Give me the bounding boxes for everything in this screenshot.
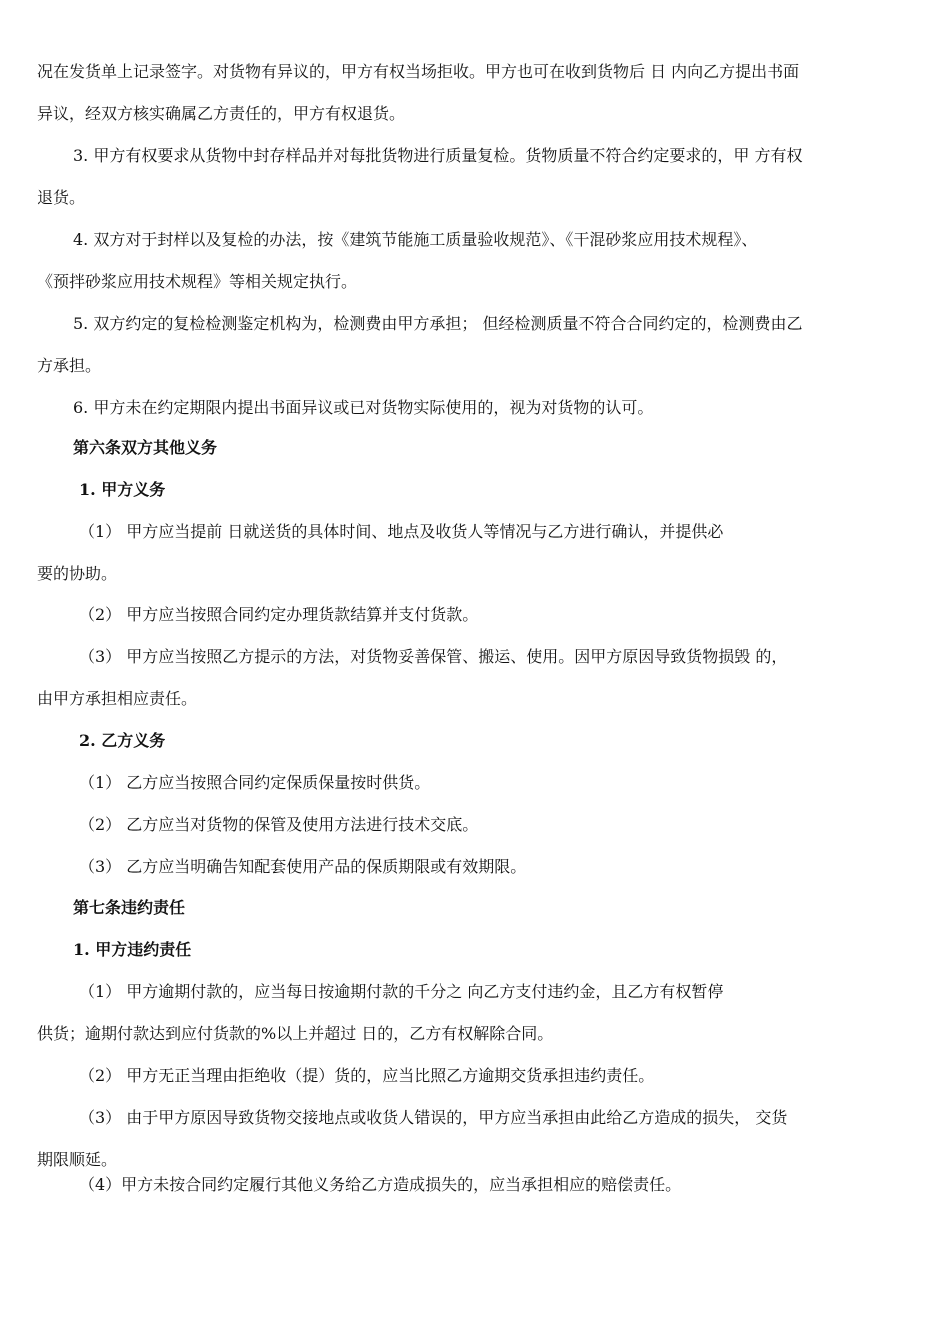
body-text-line: 要的协助。 — [37, 564, 118, 583]
list-item: （3） 甲方应当按照乙方提示的方法，对货物妥善保管、搬运、使用。因甲方原因导致货物损毁 的， — [79, 647, 788, 666]
body-text-line: 《预拌砂浆应用技术规程》等相关规定执行。 — [37, 272, 358, 291]
list-item: （2） 甲方无正当理由拒绝收（提）货的，应当比照乙方逾期交货承担违约责任。 — [79, 1066, 655, 1085]
list-item: （3） 由于甲方原因导致货物交接地点或收货人错误的，甲方应当承担由此给乙方造成的损失， 交货 — [79, 1108, 788, 1127]
body-text-line: 异议，经双方核实确属乙方责任的，甲方有权退货。 — [37, 104, 406, 123]
body-text-line: 方承担。 — [37, 356, 102, 375]
list-item: （4）甲方未按合同约定履行其他义务给乙方造成损失的，应当承担相应的赔偿责任。 — [79, 1175, 682, 1194]
party-a-liability-heading: 1. 甲方违约责任 — [73, 940, 192, 959]
list-item: （1） 甲方逾期付款的，应当每日按逾期付款的千分之 向乙方支付违约金，且乙方有权暂停 — [79, 982, 724, 1001]
clause-4-text: 4. 双方对于封样以及复检的办法，按《建筑节能施工质量验收规范》、《干混砂浆应用技术规程》、 — [73, 230, 758, 249]
clause-5-text: 5. 双方约定的复检检测鉴定机构为，检测费由甲方承担； 但经检测质量不符合合同约定的，检测费由乙 — [73, 314, 803, 333]
clause-3-text: 3. 甲方有权要求从货物中封存样品并对每批货物进行质量复检。货物质量不符合约定要求的，甲 方有权 — [73, 146, 803, 165]
body-text-line: 况在发货单上记录签字。对货物有异议的，甲方有权当场拒收。甲方也可在收到货物后 日 内向乙方提出书面 — [37, 62, 800, 81]
body-text-line: 由甲方承担相应责任。 — [37, 689, 198, 708]
list-item: （2） 乙方应当对货物的保管及使用方法进行技术交底。 — [79, 815, 479, 834]
party-b-obligations-heading: 2. 乙方义务 — [79, 731, 166, 750]
list-item: （2） 甲方应当按照合同约定办理货款结算并支付货款。 — [79, 605, 479, 624]
body-text-line: 期限顺延。 — [37, 1150, 118, 1169]
list-item: （3） 乙方应当明确告知配套使用产品的保质期限或有效期限。 — [79, 857, 527, 876]
body-text-line: 退货。 — [37, 188, 86, 207]
article-7-heading: 第七条违约责任 — [73, 898, 186, 917]
party-a-obligations-heading: 1. 甲方义务 — [79, 480, 166, 499]
clause-6-text: 6. 甲方未在约定期限内提出书面异议或已对货物实际使用的，视为对货物的认可。 — [73, 398, 654, 417]
list-item: （1） 乙方应当按照合同约定保质保量按时供货。 — [79, 773, 431, 792]
list-item: （1） 甲方应当提前 日就送货的具体时间、地点及收货人等情况与乙方进行确认，并提供必 — [79, 522, 724, 541]
body-text-line: 供货；逾期付款达到应付货款的%以上并超过 日的，乙方有权解除合同。 — [37, 1024, 554, 1043]
article-6-heading: 第六条双方其他义务 — [73, 438, 218, 457]
